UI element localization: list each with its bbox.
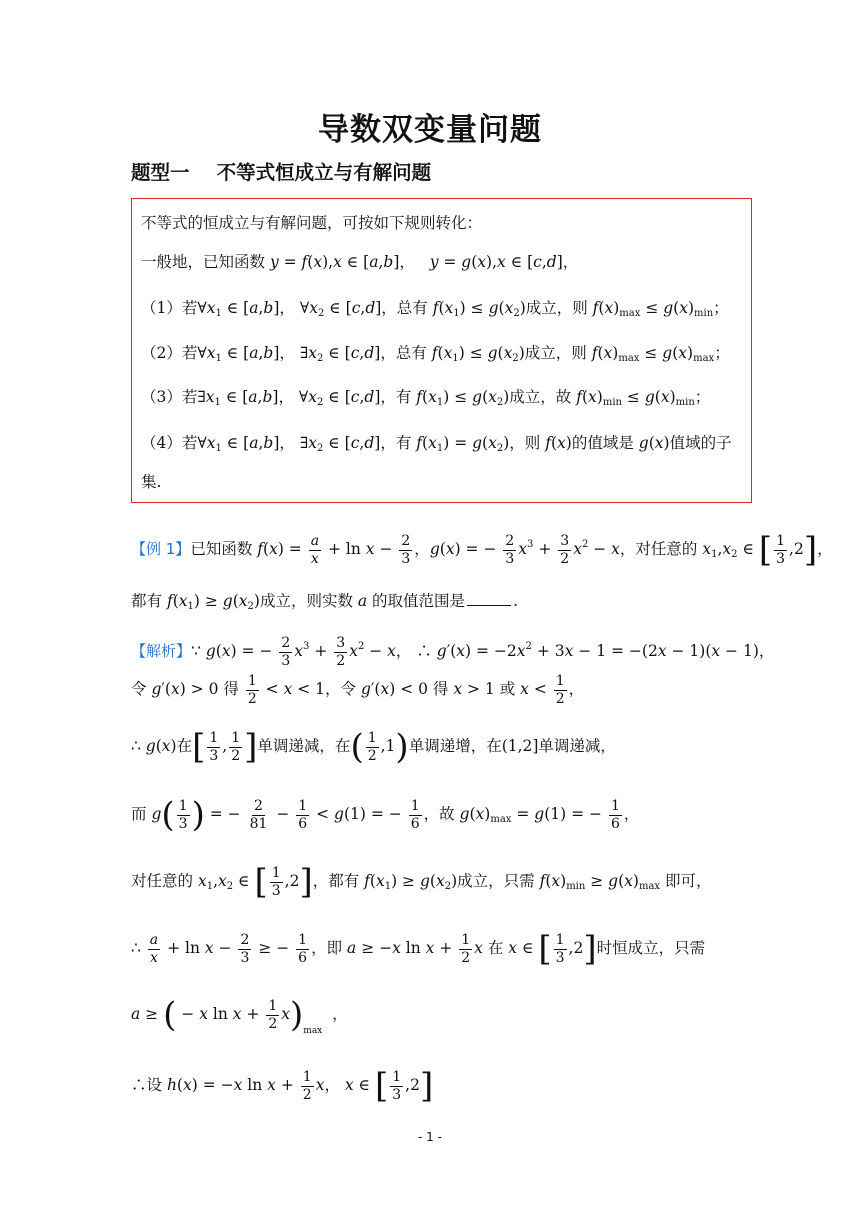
solution-line-6: ∴ $\frac{a}{x}$ + ln x − $\frac{2}{3}$ ≥ − $\frac{1}{6}$ ，即 a ≥ −x ln x + $\frac{1}{2}$ x 在 x ∈ [ $\frac{1}{3}$ ,2]时恒成立，只需 <box>131 929 706 969</box>
solution-line-4: 而 g( $\frac{1}{3}$ ) = − $\frac{2}{81}$ − $\frac{1}{6}$ < g(1) = − $\frac{1}{6}$ ，故 $g(x)_{max} = g(1)$ = − $\frac{1}{6}$ ， <box>131 795 640 835</box>
answer-blank <box>467 591 511 606</box>
box-rule-2: （2）若$\forall x_1$ ∈ [a,b]， $\exists x_2$ ∈ [c,d]，总有 $f(x_1) \le g(x_2)$成立，则 $f(x)_{max} \le g(x)_{max}$； <box>141 344 730 364</box>
box-rule-1: （1）若$\forall x_1$ ∈ [a,b]， $\forall x_2$ ∈ [c,d]，总有 $f(x_1) \le g(x_2)$成立，则 $f(x)_{max} \le g(x)_{min}$； <box>141 299 729 319</box>
solution-line-3: ∴ g(x)在[ $\frac{1}{3}$ , $\frac{1}{2}$ ]单调递减，在( $\frac{1}{2}$ ,1)单调递增，在(1,2]单调递减， <box>131 727 616 767</box>
page-title: 导数双变量问题 <box>318 112 542 148</box>
box-rule-4-cont: 集. <box>141 473 162 491</box>
example-stem-line-2: 都有 $f(x_1) \ge g(x_2)$成立，则实数 a 的取值范围是 . <box>131 592 518 612</box>
section-heading: 题型一 不等式恒成立与有解问题 <box>131 161 432 184</box>
example-tag: 【例 1】 <box>131 540 191 558</box>
box-rule-3: （3）若$\exists x_1$ ∈ [a,b]， $\forall x_2$ ∈ [c,d]，有 $f(x_1) \le g(x_2)$成立，故 $f(x)_{min} \le g(x)_{min}$； <box>141 388 711 408</box>
solution-line-1: 【解析】∵ g(x) = − $\frac{2}{3}$ $x^3$ + $\frac{3}{2}$ $x^2 - x$， ∴ $g'(x) = -2x^2 + 3x - 1 = -(2x - 1)(x - 1)$， <box>131 634 775 669</box>
solution-tag: 【解析】 <box>131 642 192 660</box>
solution-line-2: 令 g′(x) > 0 得 $\frac{1}{2}$ < x < 1，令 g′(x) < 0 得 x > 1 或 x < $\frac{1}{2}$ ， <box>131 672 585 707</box>
page-number: - 1 - <box>418 1130 442 1144</box>
solution-line-5: 对任意的 $x_1,x_2$ ∈ [ $\frac{1}{3}$ ,2]，都有 $f(x_1) \ge g(x_2)$成立，只需 $f(x)_{min} \ge g(x)_{max}$ 即可， <box>131 862 712 902</box>
solution-line-7: a ≥ ( − x ln x + $\frac{1}{2}$ $x)_{max}$ ， <box>131 995 348 1036</box>
box-rule-4: （4）若$\forall x_1$ ∈ [a,b]， $\exists x_2$ ∈ [c,d]，有 $f(x_1) = g(x_2)$，则 f(x)的值域是 g(x)值域的子 <box>141 434 732 454</box>
box-general: 一般地，已知函数 y = f(x),x ∈ [a,b]， y = g(x),x ∈ [c,d]， <box>141 253 579 271</box>
solution-line-8: ∴设 h(x) = −x ln x + $\frac{1}{2}$ x， x ∈ [ $\frac{1}{3}$ ,2] <box>131 1066 434 1106</box>
example-stem-line-1: 【例 1】已知函数 f(x) = $\frac{a}{x}$ + ln x − $\frac{2}{3}$ ，g(x) = − $\frac{2}{3}$ $x^3$ + $\frac{3}{2}$ $x^2 - x$，对任意的 $x_1,x_2$ ∈ [ $\frac{1}{3}$ ,2]， <box>131 530 833 570</box>
box-intro: 不等式的恒成立与有解问题，可按如下规则转化： <box>141 214 483 232</box>
